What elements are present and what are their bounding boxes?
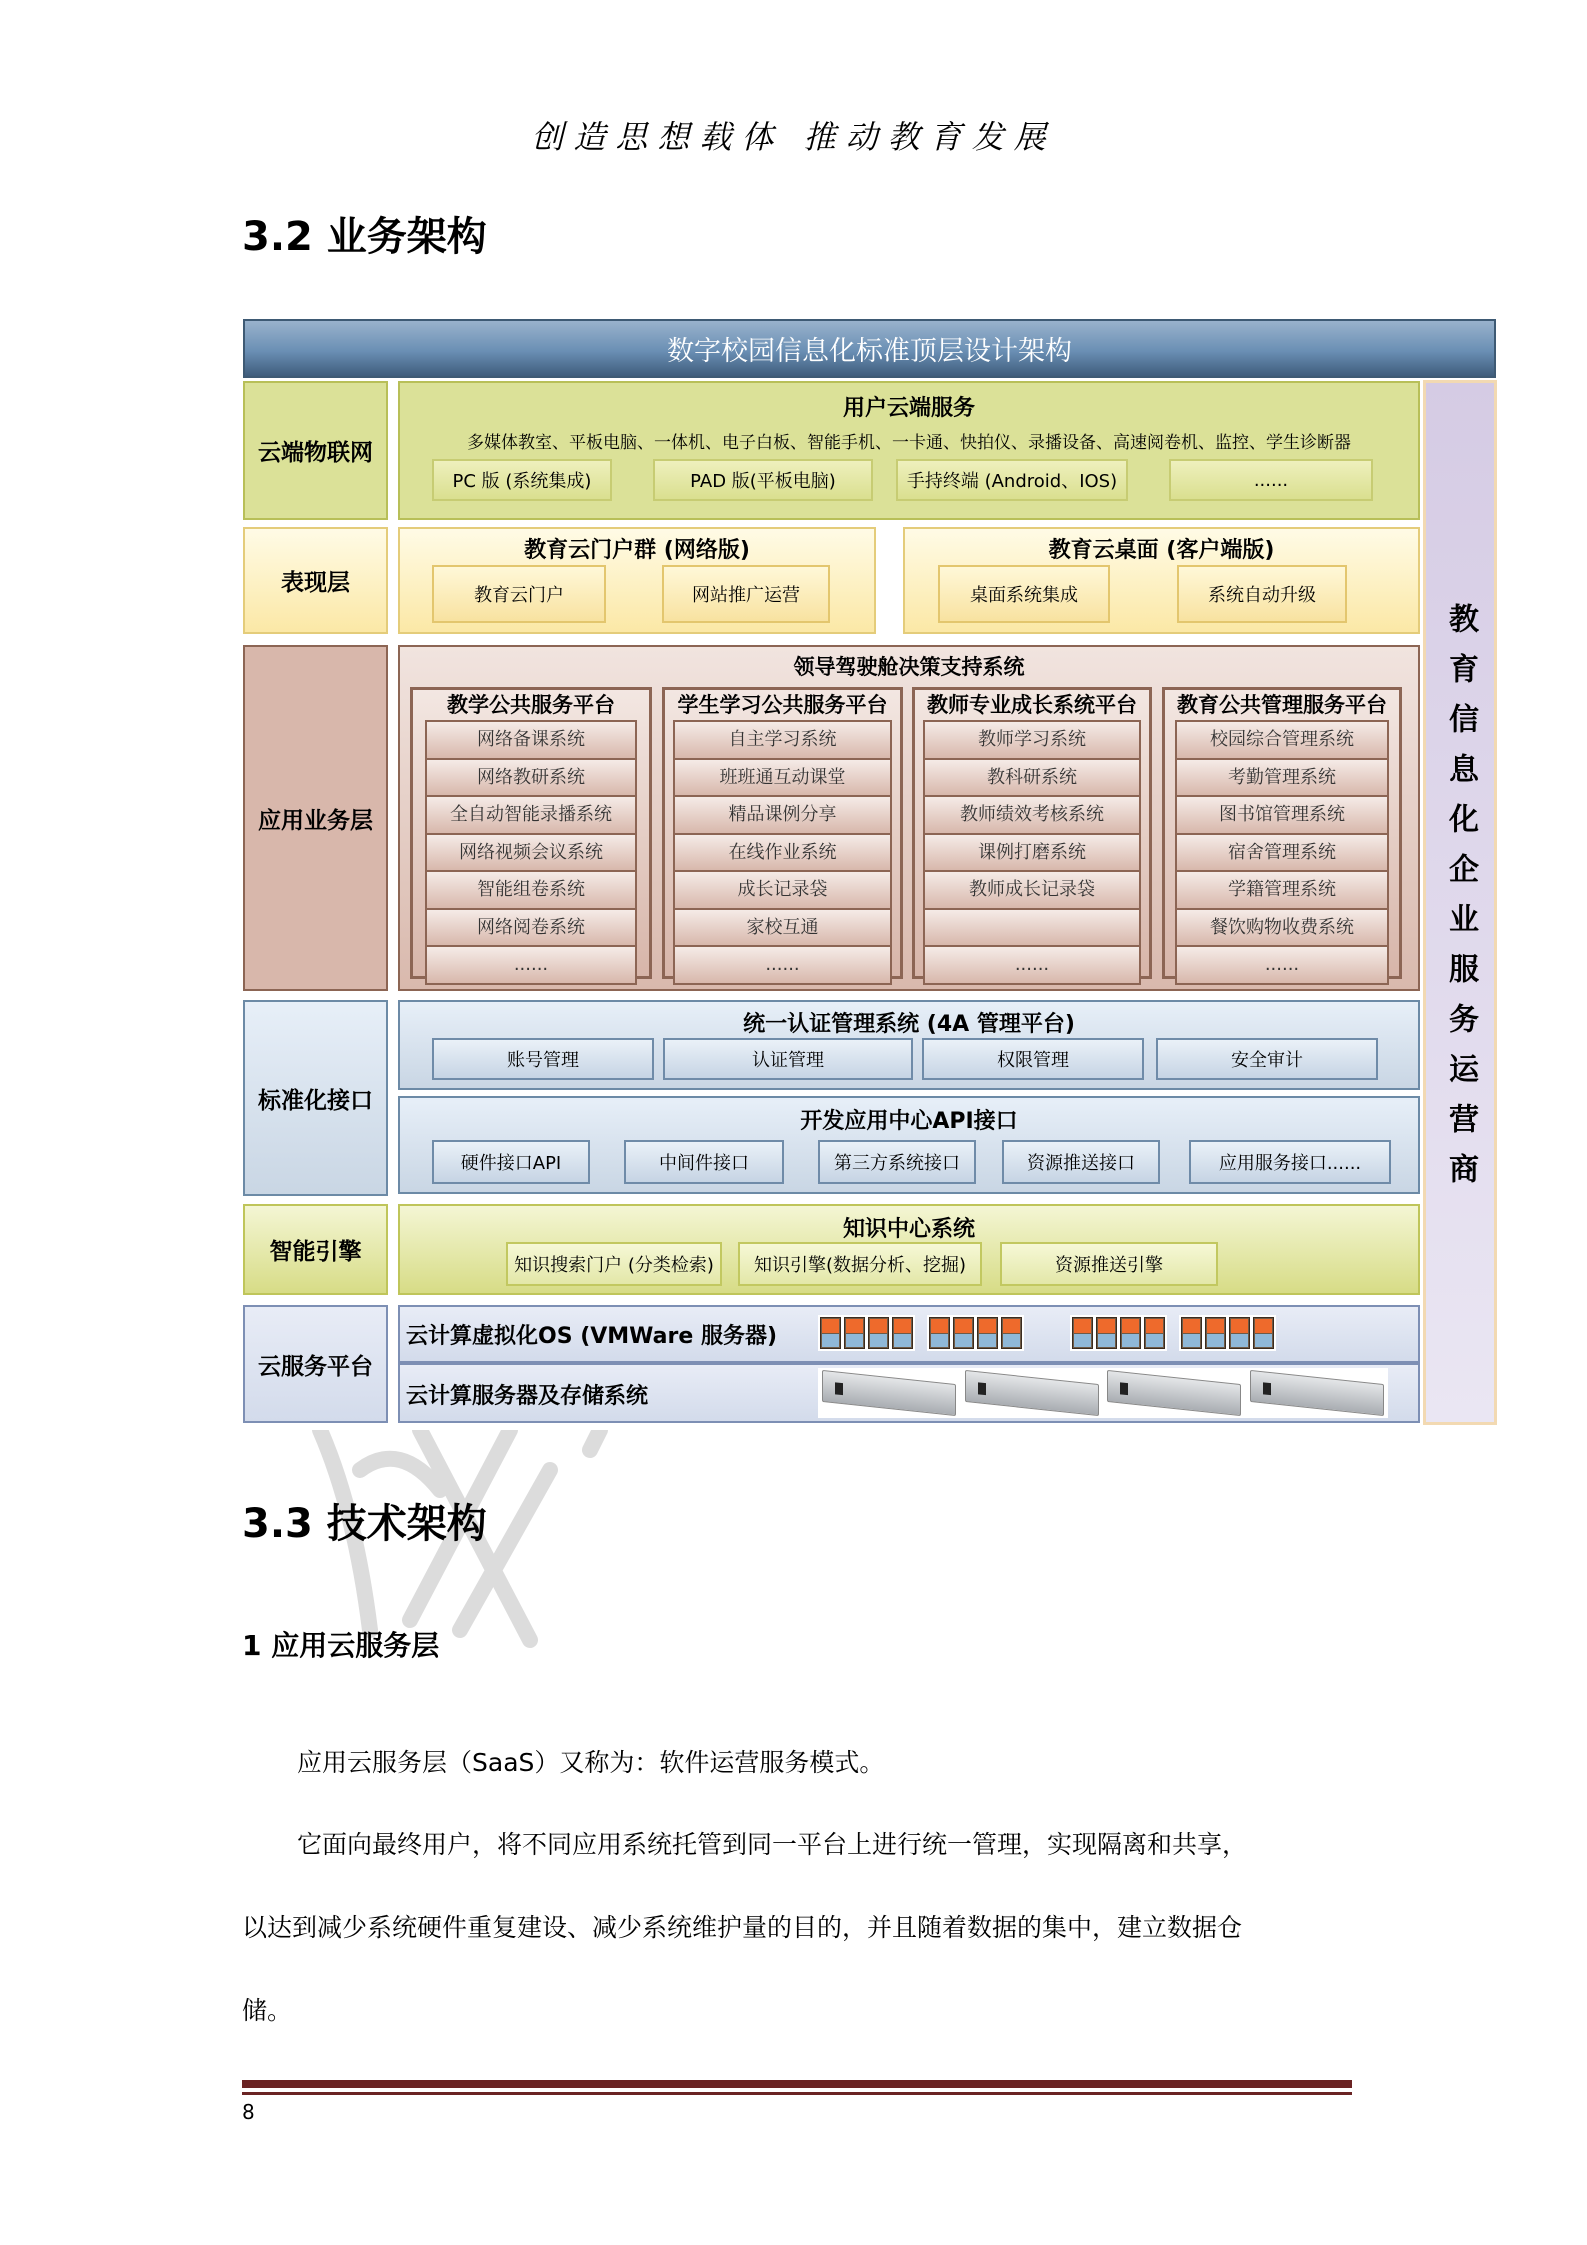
platform-item: 教师学习系统: [925, 722, 1139, 760]
layer-label-interface: 标准化接口: [243, 1000, 388, 1196]
portal-item: 网站推广运营: [662, 565, 830, 623]
api-title: 开发应用中心API接口: [800, 1109, 1018, 1134]
platform-title: 教师专业成长系统平台: [927, 693, 1137, 717]
portal-item: 教育云门户: [432, 565, 606, 623]
platform-item: 网络阅卷系统: [427, 910, 635, 948]
knowledge-center-title: 知识中心系统: [842, 1217, 975, 1242]
platform-item: 宿舍管理系统: [1177, 835, 1387, 873]
vm-group-icon: [818, 1315, 915, 1351]
platform-item: 全自动智能录播系统: [427, 797, 635, 835]
engine-item: 知识搜索门户 (分类检索): [506, 1242, 722, 1286]
api-item: 资源推送接口: [1002, 1140, 1160, 1184]
virtualization-label: 云计算虚拟化OS (VMWare 服务器): [406, 1324, 777, 1349]
api-item: 应用服务接口......: [1189, 1140, 1391, 1184]
platform-title: 教学公共服务平台: [447, 693, 615, 717]
footer-rule: [242, 2080, 1352, 2088]
api-item: 中间件接口: [624, 1140, 784, 1184]
footer-rule-thin: [242, 2092, 1352, 2095]
desktop-item: 系统自动升级: [1177, 565, 1347, 623]
platform-item: 教师成长记录袋: [925, 872, 1139, 910]
platform-item: 教师绩效考核系统: [925, 797, 1139, 835]
side-column-operator: 教育信息化企业服务运营商: [1423, 380, 1497, 1425]
platform-item: ......: [925, 947, 1139, 983]
platform-item: ......: [427, 947, 635, 983]
desktop-group-title: 教育云桌面 (客户端版): [1048, 538, 1275, 563]
body-paragraph: 应用云服务层（SaaS）又称为：软件运营服务模式。: [297, 1748, 885, 1777]
platform-teacher: [912, 687, 1152, 979]
platform-title: 教育公共管理服务平台: [1177, 693, 1387, 717]
virtualization-row: [398, 1305, 1420, 1363]
platform-item: 在线作业系统: [675, 835, 890, 873]
engine-item: 资源推送引擎: [1000, 1242, 1218, 1286]
platform-item: 家校互通: [675, 910, 890, 948]
auth-item: 认证管理: [663, 1038, 913, 1080]
layer-label-engine: 智能引擎: [243, 1204, 388, 1295]
leadership-cockpit-title: 领导驾驶舱决策支持系统: [793, 655, 1025, 679]
api-item: 第三方系统接口: [818, 1140, 976, 1184]
engine-item: 知识引擎(数据分析、挖掘): [738, 1242, 982, 1286]
section-heading-3-2: 3.2 业务架构: [242, 214, 487, 260]
header-motto: 创造思想载体 推动教育发展: [531, 118, 1056, 156]
platform-item: 班班通互动课堂: [675, 760, 890, 798]
portal-group-title: 教育云门户群 (网络版): [524, 538, 750, 563]
body-paragraph: 它面向最终用户，将不同应用系统托管到同一平台上进行统一管理，实现隔离和共享，: [297, 1830, 1248, 1859]
platform-item: 教科研系统: [925, 760, 1139, 798]
platform-item: 网络备课系统: [427, 722, 635, 760]
layer-panel-cloud-iot: [398, 381, 1420, 520]
platform-item: 成长记录袋: [675, 872, 890, 910]
server-icons: [818, 1368, 1388, 1418]
server-icon: [965, 1370, 1099, 1416]
body-paragraph: 储。: [242, 1996, 293, 2025]
server-icon: [1107, 1370, 1241, 1416]
auth-item: 权限管理: [922, 1038, 1144, 1080]
api-item: 硬件接口API: [432, 1140, 590, 1184]
platform-item: 网络教研系统: [427, 760, 635, 798]
auth-title: 统一认证管理系统 (4A 管理平台): [743, 1012, 1075, 1037]
platform-item: 智能组卷系统: [427, 872, 635, 910]
platform-management: [1162, 687, 1402, 979]
platform-item: 校园综合管理系统: [1177, 722, 1387, 760]
platform-item: ......: [675, 947, 890, 983]
vm-group-icon: [1070, 1315, 1167, 1351]
platform-item: 餐饮购物收费系统: [1177, 910, 1387, 948]
platform-item: 学籍管理系统: [1177, 872, 1387, 910]
page-number: 8: [242, 2100, 255, 2124]
storage-row: [398, 1363, 1420, 1423]
platform-student: [662, 687, 903, 979]
server-icon: [1250, 1370, 1384, 1416]
desktop-group: [903, 527, 1420, 634]
section-heading-3-3: 3.3 技术架构: [242, 1501, 487, 1547]
layer-label-application: 应用业务层: [243, 645, 388, 991]
layer-panel-application: [398, 645, 1420, 991]
device-list: 多媒体教室、平板电脑、一体机、电子白板、智能手机、一卡通、快拍仪、录播设备、高速阅卷机、监控、学生诊断器: [467, 433, 1351, 453]
api-panel: [398, 1096, 1420, 1194]
platform-teaching: [410, 687, 652, 979]
portal-group: [398, 527, 876, 634]
platform-item: [925, 910, 1139, 948]
subsection-heading: 1 应用云服务层: [242, 1629, 440, 1662]
diagram-banner: 数字校园信息化标准顶层设计架构: [243, 319, 1496, 378]
server-icon: [822, 1370, 956, 1416]
platform-title: 学生学习公共服务平台: [677, 693, 888, 717]
client-more: ......: [1169, 459, 1373, 501]
platform-item: 精品课例分享: [675, 797, 890, 835]
layer-label-cloud-platform: 云服务平台: [243, 1305, 388, 1423]
client-pad: PAD 版(平板电脑): [653, 459, 873, 501]
vm-group-icon: [927, 1315, 1024, 1351]
layer-label-cloud-iot: 云端物联网: [243, 381, 388, 520]
client-handheld: 手持终端 (Android、IOS): [896, 459, 1128, 501]
platform-item: ......: [1177, 947, 1387, 983]
platform-item: 网络视频会议系统: [427, 835, 635, 873]
user-cloud-service-title: 用户云端服务: [842, 396, 975, 421]
platform-item: 图书馆管理系统: [1177, 797, 1387, 835]
client-pc: PC 版 (系统集成): [432, 459, 612, 501]
auth-panel: [398, 1000, 1420, 1090]
platform-item: 自主学习系统: [675, 722, 890, 760]
auth-item: 安全审计: [1156, 1038, 1378, 1080]
storage-label: 云计算服务器及存储系统: [406, 1384, 649, 1409]
vm-icons: [818, 1315, 1276, 1351]
platform-item: 考勤管理系统: [1177, 760, 1387, 798]
auth-item: 账号管理: [432, 1038, 654, 1080]
vm-group-icon: [1179, 1315, 1276, 1351]
body-paragraph: 以达到减少系统硬件重复建设、减少系统维护量的目的，并且随着数据的集中，建立数据仓: [242, 1913, 1243, 1942]
platform-item: 课例打磨系统: [925, 835, 1139, 873]
layer-label-presentation: 表现层: [243, 527, 388, 634]
knowledge-center-panel: [398, 1204, 1420, 1295]
desktop-item: 桌面系统集成: [938, 565, 1110, 623]
